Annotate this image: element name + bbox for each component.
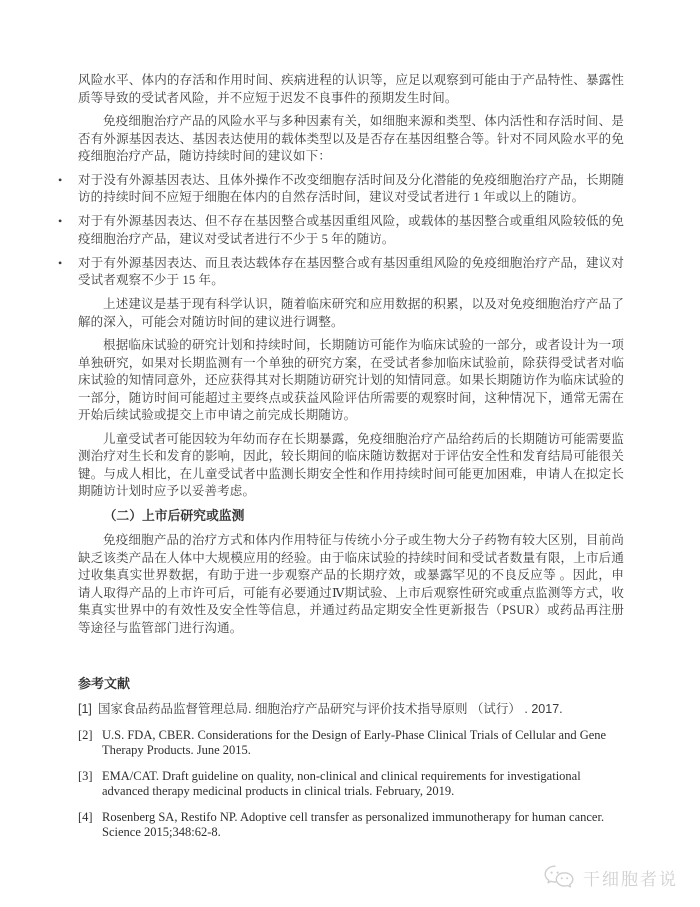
reference-text: EMA/CAT. Draft guideline on quality, non-clinical and clinical requirements for investigational advanced therapy medicinal products in clinical trials. February, 2019. [102, 769, 581, 798]
bullet-text-15yr-followup: 对于有外源基因表达、而且表达载体存在基因整合或有基因重组风险的免疫细胞治疗产品，建议对受试者观察不少于 15 年。 [78, 255, 624, 287]
references-section [78, 673, 624, 840]
reference-number: [3] [78, 769, 93, 783]
body-paragraph-recommendation-adjust: 上述建议是基于现有科学认识，随着临床研究和应用数据的积累，以及对免疫细胞治疗产品了解的深入，可能会对随访时间的建议进行调整。 [78, 297, 624, 329]
body-paragraph-pediatric: 儿童受试者可能因较为年幼而存在长期暴露，免疫细胞治疗产品给药后的长期随访可能需要监测治疗对生长和发育的影响，因此，较长期间的临床随访数据对于评估安全性和发育结局可能很关键。与成人相比，在儿童受试者中监测长期安全性和作用持续时间可能更加困难，申请人在拟定长期随访计划时应予以妥善考虑。 [78, 431, 624, 498]
reference-text: 国家食品药品监督管理总局. 细胞治疗产品研究与评价技术指导原则 （试行） . 2017. [98, 702, 563, 716]
reference-item [78, 769, 624, 799]
wechat-icon [543, 864, 575, 890]
reference-item [78, 728, 624, 758]
document-body [58, 72, 624, 851]
bullet-text-1yr-followup: 对于没有外源基因表达、且体外操作不改变细胞存活时间及分化潜能的免疫细胞治疗产品，长期随访的持续时间不应短于细胞在体内的自然存活时间，建议对受试者进行 1 年或以上的随访。 [78, 172, 624, 204]
watermark [543, 864, 678, 890]
references-title: 参考文献 [78, 676, 131, 691]
list-item [58, 213, 624, 248]
bullet-icon: • [58, 255, 63, 270]
bullet-icon: • [58, 214, 63, 228]
section-heading-post-market: （二）上市后研究或监测 [103, 508, 245, 523]
list-item [58, 255, 624, 290]
bullet-icon: • [58, 172, 63, 187]
list-item [58, 172, 624, 207]
bullet-text-5yr-followup: 对于有外源基因表达、但不存在基因整合或基因重组风险，或载体的基因整合或重组风险较低的免疫细胞治疗产品，建议对受试者进行不少于 5 年的随访。 [78, 214, 624, 246]
watermark-text: 干细胞者说 [583, 869, 678, 889]
reference-number: [1] [78, 702, 92, 716]
body-paragraph-post-market: 免疫细胞产品的治疗方式和体内作用特征与传统小分子或生物大分子药物有较大区别，目前尚缺乏该类产品在人体中大规模应用的经验。由于临床试验的持续时间和受试者数量有限，上市后通过收集真实世界数据，有助于进一步观察产品的长期疗效，或暴露罕见的不良反应等 。因此，申请人取得产品的上市许可后，可能有必要通过Ⅳ期试验、上市后观察性研究或重点监测等方式，收集真实世界中的有效性及安全性等信息，并通过药品定期安全性更新报告（PSUR）或药品再注册等途径与监管部门进行沟通。 [78, 533, 624, 635]
body-paragraph-risk-factors: 免疫细胞治疗产品的风险水平与多种因素有关，如细胞来源和类型、体内活性和存活时间、是否有外源基因表达、基因表达使用的载体类型以及是否存在基因组整合等。针对不同风险水平的免疫细胞治疗产品，随访持续时间的建议如下： [78, 114, 624, 163]
reference-item [78, 810, 624, 840]
followup-recommendation-list [58, 172, 624, 290]
reference-item [78, 701, 624, 717]
body-paragraph-trial-plan: 根据临床试验的研究计划和持续时间，长期随访可能作为临床试验的一部分，或者设计为一项单独研究，如果对长期监测有一个单独的研究方案，在受试者参加临床试验前，除获得受试者对临床试验的知情同意外，还应获得其对长期随访研究计划的知情同意。如果长期随访作为临床试验的一部分，随访时间可能超过主要终点或获益风险评估所需要的观察时间，这种情况下，通常无需在开始后续试验或提交上市申请之前完成长期随访。 [78, 338, 624, 422]
reference-text: Rosenberg SA, Restifo NP. Adoptive cell transfer as personalized immunotherapy for human cancer. Science 2015;348:62-8. [102, 810, 605, 839]
body-paragraph-continuation: 风险水平、体内的存活和作用时间、疾病进程的认识等，应足以观察到可能由于产品特性、暴露性质等导致的受试者风险，并不应短于迟发不良事件的预期发生时间。 [78, 73, 624, 105]
reference-text: U.S. FDA, CBER. Considerations for the Design of Early-Phase Clinical Trials of Cellular and Gene Therapy Products. June 2015. [102, 728, 607, 757]
reference-number: [4] [78, 810, 93, 824]
reference-number: [2] [78, 728, 93, 742]
